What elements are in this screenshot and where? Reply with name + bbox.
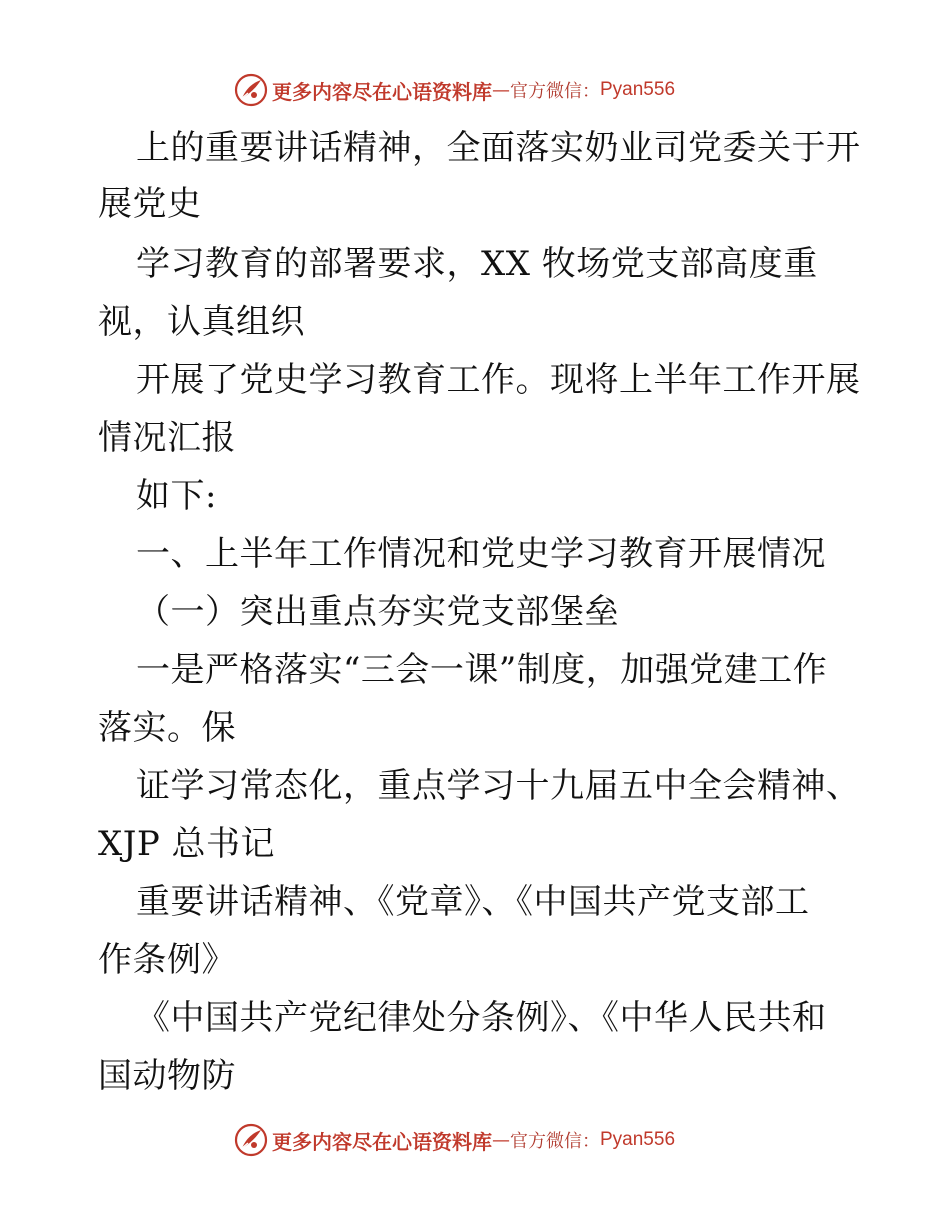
body-line: XJP 总书记 [98, 824, 276, 864]
body-line: 如下: [136, 476, 217, 516]
banner-brand-text: 更多内容尽在心语资料库 [272, 1129, 492, 1154]
body-line: 《中国共产党纪律处分条例》、《中华人民共和 [136, 998, 827, 1038]
banner-wechat-label: 官方微信： [510, 81, 600, 102]
body-line: 国动物防 [98, 1056, 236, 1096]
body-line: 展党史 [98, 184, 202, 224]
body-line: 视，认真组织 [98, 302, 305, 342]
subsection-heading: （一）突出重点夯实党支部堡垒 [136, 592, 619, 632]
banner-wechat-id: Pyan556 [600, 1129, 676, 1150]
banner-wechat-id: Pyan556 [600, 79, 676, 100]
banner-separator: — [492, 1129, 510, 1151]
banner-wechat-label: 官方微信： [510, 1131, 600, 1152]
body-line: 重要讲话精神、《党章》、《中国共产党支部工 [136, 882, 810, 922]
body-line: 落实。保 [98, 708, 236, 748]
body-line: 学习教育的部署要求，XX 牧场党支部高度重 [136, 244, 818, 284]
section-heading: 一、上半年工作情况和党史学习教育开展情况 [136, 534, 826, 574]
footer-banner [234, 1122, 675, 1158]
banner-separator: — [492, 79, 510, 101]
quill-pen-logo-icon [234, 1123, 268, 1157]
body-line: 证学习常态化，重点学习十九届五中全会精神、 [136, 766, 861, 806]
body-line: 情况汇报 [98, 418, 236, 458]
body-line: 作条例》 [98, 940, 236, 980]
body-line: 一是严格落实“三会一课”制度，加强党建工作 [136, 650, 828, 690]
body-line: 上的重要讲话精神，全面落实奶业司党委关于开 [136, 128, 861, 168]
body-line: 开展了党史学习教育工作。现将上半年工作开展 [136, 360, 861, 400]
banner-brand-text: 更多内容尽在心语资料库 [272, 79, 492, 104]
